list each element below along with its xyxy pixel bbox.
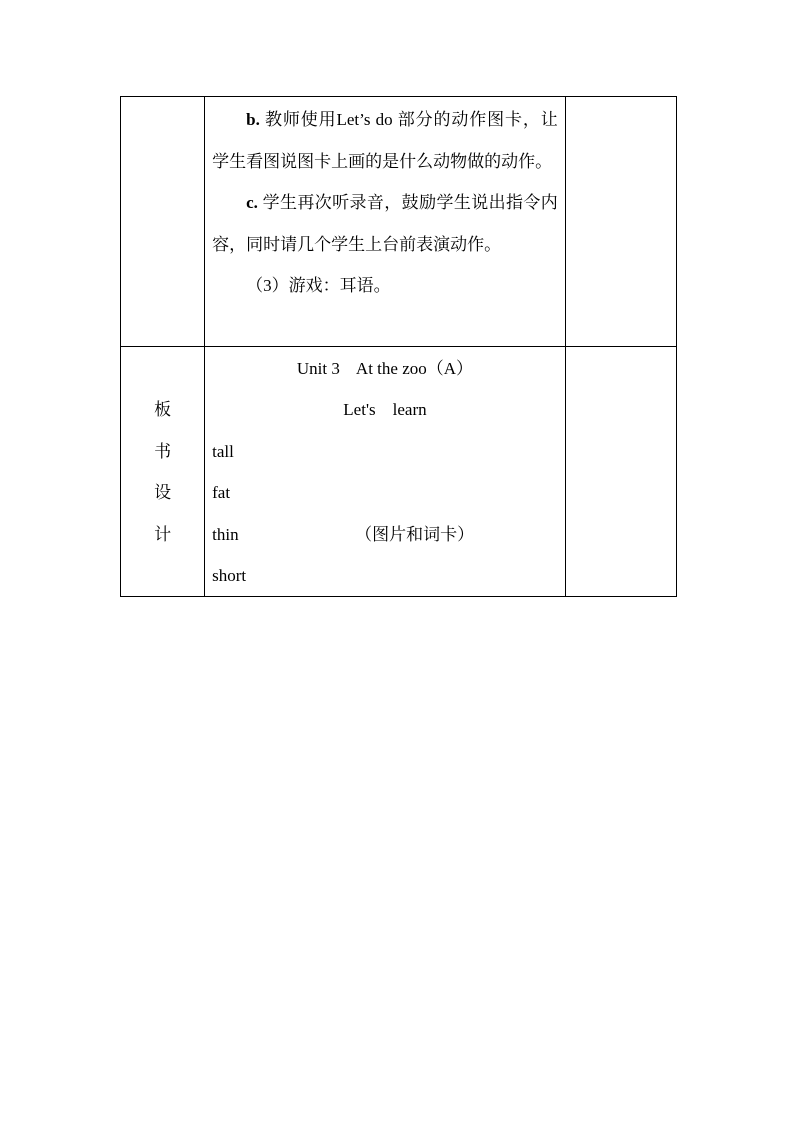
board-word-short: short [212,566,247,585]
step-c-paragraph [205,182,565,265]
board-label-char-1: 板 [154,400,172,419]
step-c-label: c. [246,193,258,212]
step-b-paragraph [205,99,565,182]
board-word-tall: tall [212,442,234,461]
lesson-plan-table [120,96,677,597]
board-word-thin: thin [212,525,239,544]
board-title: Unit 3 At the zoo（A） [296,359,474,378]
board-design-label-cell [121,347,205,597]
board-subtitle: Let's learn [343,400,427,419]
step-b-label: b. [246,110,260,129]
board-word-fat: fat [212,483,231,502]
step-b-text: 教师使用Let’s do 部分的动作图卡，让学生看图说图卡上画的是什么动物做的动作。 [212,110,558,171]
board-label-char-4: 计 [154,525,172,544]
board-design-row [121,347,677,597]
procedure-notes-cell [565,97,676,347]
board-design-content-cell [205,347,566,597]
board-note: （图片和词卡） [355,525,475,544]
board-label-char-2: 书 [154,442,172,461]
game-paragraph [205,265,565,307]
procedure-content-cell [205,97,566,347]
board-label-char-3: 设 [154,483,172,502]
game-text: （3）游戏：耳语。 [246,276,391,295]
board-design-notes-cell [565,347,676,597]
procedure-label-cell [121,97,205,347]
step-c-text: 学生再次听录音，鼓励学生说出指令内容，同时请几个学生上台前表演动作。 [212,193,558,254]
procedure-row [121,97,677,347]
